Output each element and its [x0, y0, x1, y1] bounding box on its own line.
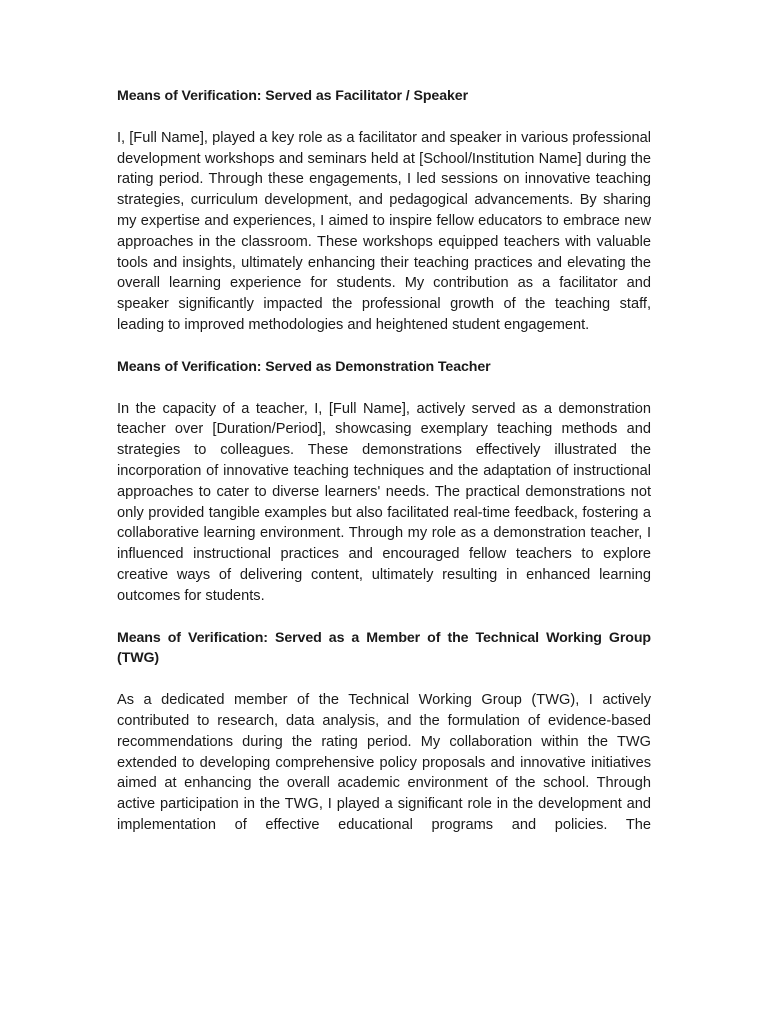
section-body-twg: As a dedicated member of the Technical Working Group (TWG), I actively contributed to research, data analysis, and the formulation of evidence-based recommendations during the rating period. My collaboration within the TWG extended to developing comprehensive policy proposals and innovative initiatives aimed at enhancing the overall academic environment of the school. Through active participation in the TWG, I played a significant role in the development and implementation of effective educational programs and policies. The	[117, 692, 651, 833]
spacer	[117, 669, 651, 690]
document-content	[117, 86, 651, 836]
spacer	[117, 336, 651, 357]
spacer	[117, 378, 651, 399]
section-heading-facilitator: Means of Verification: Served as Facilitator / Speaker	[117, 88, 468, 104]
section-body-facilitator: I, [Full Name], played a key role as a facilitator and speaker in various professional development workshops and seminars held at [School/Institution Name] during the rating period. Through these engagements, I led sessions on innovative teaching strategies, curriculum development, and pedagogical advancements. By sharing my expertise and experiences, I aimed to inspire fellow educators to embrace new approaches in the classroom. These workshops equipped teachers with valuable tools and insights, ultimately enhancing their teaching practices and elevating the overall learning experience for students. My contribution as a facilitator and speaker significantly impacted the professional growth of the teaching staff, leading to improved methodologies and heightened student engagement.	[117, 129, 651, 333]
section-body-demonstration: In the capacity of a teacher, I, [Full Name], actively served as a demonstration teacher over [Duration/Period], showcasing exemplary teaching methods and strategies to colleagues. These demonstrations effectively illustrated the incorporation of innovative teaching techniques and the adaptation of instructional approaches to cater to diverse learners' needs. The practical demonstrations not only provided tangible examples but also facilitated real-time feedback, fostering a collaborative learning environment. Through my role as a demonstration teacher, I influenced instructional practices and encouraged fellow teachers to explore creative ways of delivering content, ultimately resulting in enhanced learning outcomes for students.	[117, 400, 651, 604]
section-heading-twg: Means of Verification: Served as a Member of the Technical Working Group (TWG)	[117, 629, 651, 667]
spacer	[117, 607, 651, 628]
spacer	[117, 107, 651, 128]
section-heading-demonstration: Means of Verification: Served as Demonstration Teacher	[117, 358, 491, 375]
